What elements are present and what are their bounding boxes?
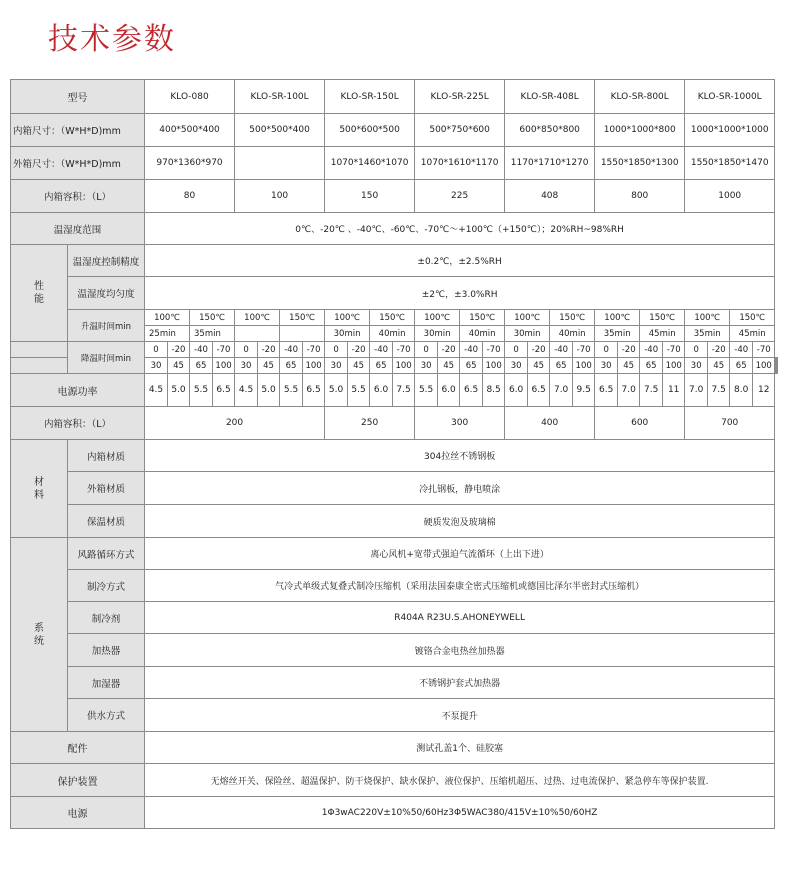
row-water [11,699,778,732]
refrigerant-label: 制冷剂 [68,602,145,634]
power-cell: 7.5 [393,374,415,407]
cooldown-temp-cell: -40 [550,342,573,358]
power-cell: 5.0 [325,374,348,407]
accessories-value: 测试孔盖1个、硅胶塞 [145,732,775,764]
model-label: 型号 [11,80,145,114]
cooldown-temp-cell: -40 [280,342,303,358]
model-cell: KLO-SR-225L [415,80,505,114]
row-temp-range [11,213,778,245]
heatup-time-cell: 25min [145,326,190,342]
model-cell: KLO-SR-800L [595,80,685,114]
row-humidifier [11,667,778,699]
cooldown-time-cell: 100 [393,358,415,374]
cooldown-temp-cell: -40 [460,342,483,358]
capacity2-cell: 200 [145,407,325,440]
row-protection [11,764,778,797]
inner-size-cell: 600*850*800 [505,114,595,147]
row-control-precision [11,245,778,277]
cooldown-label: 降温时间min [68,342,145,374]
row-outer-size [11,147,778,180]
cooldown-temp-cell: -70 [753,342,775,358]
heatup-temp-cell: 150℃ [550,310,595,326]
inner-material-value: 304拉丝不锈钢板 [145,440,775,472]
row-cooldown-temps [11,342,778,358]
spec-table [10,79,778,829]
cooldown-time-cell: 65 [280,358,303,374]
control-precision-label: 温湿度控制精度 [68,245,145,277]
heatup-temp-cell: 100℃ [235,310,280,326]
power-cell: 5.5 [190,374,213,407]
outer-size-cell: 1170*1710*1270 [505,147,595,180]
row-inner-size [11,114,778,147]
cooldown-time-cell: 30 [145,358,168,374]
air-value: 离心风机+宽带式强迫气流循环（上出下进） [145,538,775,570]
cooldown-temp-cell: -20 [528,342,550,358]
cooldown-temp-cell: -20 [708,342,730,358]
cooldown-time-cell: 30 [505,358,528,374]
cooldown-time-cell: 100 [303,358,325,374]
heatup-time-cell: 45min [640,326,685,342]
cooldown-time-cell: 45 [438,358,460,374]
cooldown-time-cell: 45 [618,358,640,374]
insulation-value: 硬质发泡及玻璃棉 [145,505,775,538]
perf-label: 性能 [11,245,68,342]
inner-size-cell: 1000*1000*1000 [685,114,775,147]
protection-label: 保护装置 [11,764,145,797]
power-cell: 6.0 [505,374,528,407]
cooldown-time-cell: 100 [753,358,775,374]
outer-material-label: 外箱材质 [68,472,145,505]
heatup-time-cell: 40min [460,326,505,342]
model-cell: KLO-SR-1000L [685,80,775,114]
heatup-time-cell: 30min [505,326,550,342]
cooldown-temp-cell: 0 [235,342,258,358]
power-cell: 11 [663,374,685,407]
cooldown-time-cell: 30 [685,358,708,374]
heatup-temp-cell: 100℃ [325,310,370,326]
cooldown-temp-cell: 0 [145,342,168,358]
perf-spacer [11,358,68,374]
cooldown-time-cell: 65 [190,358,213,374]
heatup-time-cell: 30min [415,326,460,342]
capacity2-cell: 400 [505,407,595,440]
heatup-time-cell: 35min [685,326,730,342]
perf-spacer [11,342,68,358]
power-cell: 5.5 [280,374,303,407]
heatup-temp-cell: 100℃ [505,310,550,326]
capacity2-cell: 700 [685,407,775,440]
power-cell: 6.5 [213,374,235,407]
cooldown-temp-cell: -70 [573,342,595,358]
row-uniformity [11,277,778,310]
insulation-label: 保温材质 [68,505,145,538]
heatup-temp-cell: 150℃ [730,310,775,326]
outer-size-cell: 970*1360*970 [145,147,235,180]
cooldown-time-cell: 30 [325,358,348,374]
temp-range-label: 温湿度范围 [11,213,145,245]
cooldown-temp-cell: 0 [595,342,618,358]
supply-label: 电源 [11,797,145,829]
heatup-temp-cell: 100℃ [685,310,730,326]
cooldown-temp-cell: -20 [168,342,190,358]
power-cell: 5.5 [348,374,370,407]
heatup-temp-cell: 150℃ [190,310,235,326]
heatup-temp-cell: 150℃ [640,310,685,326]
row-capacity-2 [11,407,778,440]
row-air [11,538,778,570]
capacity2-cell: 250 [325,407,415,440]
cooldown-time-cell: 100 [483,358,505,374]
cooldown-time-cell: 65 [640,358,663,374]
power-cell: 6.5 [303,374,325,407]
power-cell: 6.0 [370,374,393,407]
heatup-label: 升温时间min [68,310,145,342]
heater-label: 加热器 [68,634,145,667]
inner-size-cell: 400*500*400 [145,114,235,147]
cooldown-time-cell: 65 [730,358,753,374]
cooldown-time-cell: 100 [213,358,235,374]
cooldown-temp-cell: 0 [415,342,438,358]
power-cell: 7.5 [640,374,663,407]
cooldown-temp-cell: -40 [730,342,753,358]
cooldown-time-cell: 45 [708,358,730,374]
heatup-time-cell: 35min [595,326,640,342]
inner-size-label: 内箱尺寸：（W*H*D)mm [11,114,145,147]
humidifier-value: 不锈钢护套式加热器 [145,667,775,699]
outer-size-cell [235,147,325,180]
row-capacity [11,180,778,213]
power-cell: 6.5 [460,374,483,407]
air-label: 风路循环方式 [68,538,145,570]
power-cell: 7.0 [550,374,573,407]
power-cell: 8.0 [730,374,753,407]
row-supply [11,797,778,829]
heater-value: 镀铬合金电热丝加热器 [145,634,775,667]
heatup-time-cell [280,326,325,342]
cooldown-time-cell: 30 [595,358,618,374]
uniformity-label: 温湿度均匀度 [68,277,145,310]
cooldown-temp-cell: -70 [663,342,685,358]
cooldown-temp-cell: -70 [303,342,325,358]
capacity-cell: 1000 [685,180,775,213]
system-label: 系统 [11,538,68,732]
heatup-temp-cell: 100℃ [145,310,190,326]
row-accessories [11,732,778,764]
material-label: 材料 [11,440,68,538]
cooldown-temp-cell: -20 [258,342,280,358]
capacity2-cell: 600 [595,407,685,440]
inner-size-cell: 500*750*600 [415,114,505,147]
cooldown-time-cell: 100 [663,358,685,374]
cooldown-time-cell: 30 [235,358,258,374]
accessories-label: 配件 [11,732,145,764]
heatup-temp-cell: 150℃ [460,310,505,326]
power-cell: 6.5 [595,374,618,407]
power-cell: 5.0 [168,374,190,407]
cooldown-temp-cell: -70 [213,342,235,358]
cooling-label: 制冷方式 [68,570,145,602]
heatup-temp-cell: 100℃ [415,310,460,326]
capacity-cell: 800 [595,180,685,213]
row-model [11,80,778,114]
power-cell: 12 [753,374,775,407]
cooldown-time-cell: 45 [348,358,370,374]
cooldown-time-cell: 100 [573,358,595,374]
heatup-time-cell: 35min [190,326,235,342]
capacity2-cell: 300 [415,407,505,440]
outer-size-label: 外箱尺寸：（W*H*D)mm [11,147,145,180]
inner-size-cell: 500*500*400 [235,114,325,147]
water-label: 供水方式 [68,699,145,732]
outer-size-cell: 1070*1610*1170 [415,147,505,180]
cooldown-temp-cell: -40 [370,342,393,358]
inner-material-label: 内箱材质 [68,440,145,472]
inner-size-cell: 1000*1000*800 [595,114,685,147]
row-outer-material [11,472,778,505]
cooling-value: 气冷式单级式复叠式制冷压缩机（采用法国泰康全密式压缩机或德国比泽尔半密封式压缩机） [145,570,775,602]
power-cell: 7.0 [685,374,708,407]
capacity-label: 内箱容积：（L） [11,180,145,213]
cooldown-temp-cell: -20 [438,342,460,358]
row-refrigerant [11,602,778,634]
model-cell: KLO-SR-150L [325,80,415,114]
cooldown-temp-cell: -40 [190,342,213,358]
cooldown-time-cell: 45 [258,358,280,374]
heatup-time-cell: 30min [325,326,370,342]
control-precision-value: ±0.2℃，±2.5%RH [145,245,775,277]
temp-range-value: 0℃、-20℃ 、-40℃、-60℃、-70℃～+100℃（+150℃）；20%RH~98%RH [145,213,775,245]
heatup-time-cell [235,326,280,342]
power-cell: 5.0 [258,374,280,407]
page-title: 技术参数 [48,22,176,57]
capacity2-label: 内箱容积：（L） [11,407,145,440]
power-cell: 6.5 [528,374,550,407]
cooldown-temp-cell: -40 [640,342,663,358]
capacity-cell: 80 [145,180,235,213]
cooldown-time-cell: 65 [460,358,483,374]
capacity-cell: 408 [505,180,595,213]
heatup-time-cell: 40min [370,326,415,342]
row-heater [11,634,778,667]
supply-value: 1Φ3wAC220V±10%50/60Hz3Φ5WAC380/415V±10%50/60HZ [145,797,775,829]
row-power [11,374,778,407]
capacity-cell: 225 [415,180,505,213]
heatup-time-cell: 40min [550,326,595,342]
cooldown-temp-cell: -20 [618,342,640,358]
cooldown-time-cell: 45 [168,358,190,374]
cooldown-temp-cell: 0 [505,342,528,358]
cooldown-temp-cell: -20 [348,342,370,358]
row-cooling [11,570,778,602]
power-cell: 6.0 [438,374,460,407]
power-cell: 7.0 [618,374,640,407]
humidifier-label: 加湿器 [68,667,145,699]
capacity-cell: 150 [325,180,415,213]
protection-value: 无熔丝开关、保险丝、超温保护、防干烧保护、缺水保护、液位保护、压缩机超压、过热、过电流保护、紧急停车等保护装置. [145,764,775,797]
power-cell: 9.5 [573,374,595,407]
cooldown-temp-cell: -70 [483,342,505,358]
outer-material-value: 冷扎钢板，静电喷涂 [145,472,775,505]
heatup-time-cell: 45min [730,326,775,342]
outer-size-cell: 1550*1850*1300 [595,147,685,180]
outer-size-cell: 1070*1460*1070 [325,147,415,180]
outer-size-cell: 1550*1850*1470 [685,147,775,180]
heatup-temp-cell: 150℃ [280,310,325,326]
model-cell: KLO-SR-408L [505,80,595,114]
cooldown-time-cell [777,358,778,374]
cooldown-time-cell: 65 [370,358,393,374]
power-cell: 8.5 [483,374,505,407]
model-cell: KLO-SR-100L [235,80,325,114]
cooldown-time-cell: 65 [550,358,573,374]
row-heatup-temps [11,310,778,326]
row-insulation [11,505,778,538]
power-cell: 5.5 [415,374,438,407]
cooldown-temp-cell: -70 [393,342,415,358]
power-cell: 4.5 [235,374,258,407]
row-inner-material [11,440,778,472]
heatup-temp-cell: 150℃ [370,310,415,326]
capacity-cell: 100 [235,180,325,213]
heatup-temp-cell: 100℃ [595,310,640,326]
cooldown-temp-cell: 0 [685,342,708,358]
refrigerant-value: R404A R23U.S.AHONEYWELL [145,602,775,634]
cooldown-time-cell: 30 [415,358,438,374]
water-value: 不泵提升 [145,699,775,732]
inner-size-cell: 500*600*500 [325,114,415,147]
uniformity-value: ±2℃，±3.0%RH [145,277,775,310]
cooldown-temp-cell: 0 [325,342,348,358]
power-cell: 4.5 [145,374,168,407]
cooldown-time-cell: 45 [528,358,550,374]
power-label: 电源功率 [11,374,145,407]
model-cell: KLO-080 [145,80,235,114]
power-cell: 7.5 [708,374,730,407]
